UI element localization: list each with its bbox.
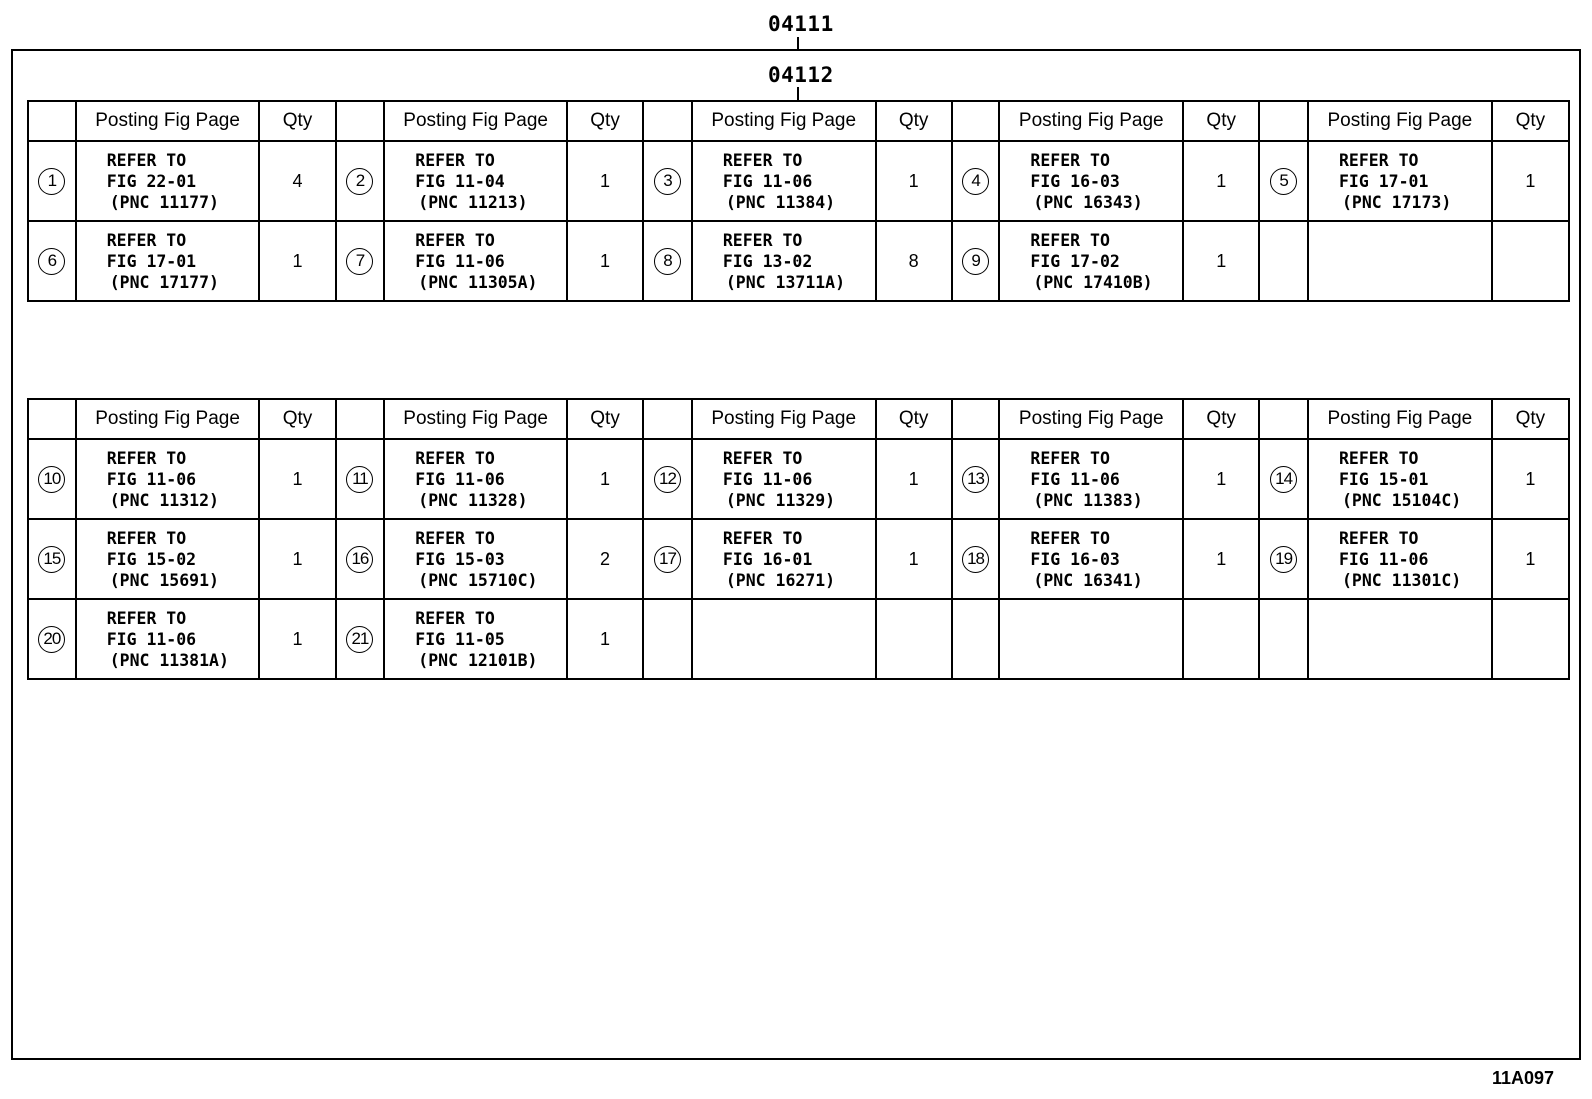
qty-value: 1 [259,439,335,519]
pnc-ref: (PNC 11328) [418,490,528,510]
qty-value: 1 [876,141,952,221]
reference-cell [999,141,1183,221]
figure-ref: FIG 11-06 [722,171,813,191]
callout-number: 2 [346,168,373,195]
qty-value: 1 [567,141,643,221]
callout-number: 16 [346,546,373,573]
table-row [28,519,1569,599]
figure-ref: FIG 11-06 [415,251,505,271]
qty-value: 1 [876,519,952,599]
pnc-ref: (PNC 11312) [109,490,219,510]
callout-cell [28,439,76,519]
refer-to-text: REFER TO [106,230,187,250]
callout-cell [1259,519,1308,599]
refer-to-text: REFER TO [106,150,187,170]
pnc-ref: (PNC 11177) [109,192,219,212]
figure-ref: FIG 17-01 [106,251,197,271]
figure-ref: FIG 11-06 [106,469,197,489]
figure-ref: FIG 11-05 [415,629,505,649]
callout-number: 11 [346,466,373,493]
pnc-ref: (PNC 11383) [1033,490,1143,510]
table-row [28,439,1569,519]
figure-ref: FIG 11-06 [106,629,197,649]
reference-cell [692,141,876,221]
header-blank [28,101,76,141]
callout-number: 4 [962,168,989,195]
qty-value: 1 [567,221,643,301]
qty-value: 2 [567,519,643,599]
callout-number: 7 [346,248,373,275]
pnc-ref: (PNC 12101B) [418,650,538,670]
callout-number: 5 [1270,168,1297,195]
pnc-ref: (PNC 16271) [725,570,836,590]
callout-cell [336,599,385,679]
figure-ref: FIG 15-02 [106,549,197,569]
pnc-ref: (PNC 11301C) [1341,570,1462,590]
reference-table-1 [27,100,1570,302]
pnc-ref: (PNC 16343) [1033,192,1143,212]
refer-to-text: REFER TO [415,230,495,250]
header-posting-fig-page: Posting Fig Page [76,399,260,439]
header-qty: Qty [1492,399,1569,439]
reference-cell [692,599,876,679]
refer-to-text: REFER TO [415,448,495,468]
header-posting-fig-page: Posting Fig Page [1308,101,1492,141]
qty-value: 1 [567,599,643,679]
callout-number: 19 [1270,546,1297,573]
pnc-ref: (PNC 11305A) [418,272,538,292]
qty-value: 1 [567,439,643,519]
header-blank [1259,101,1308,141]
header-qty: Qty [1183,399,1259,439]
callout-cell [336,221,385,301]
pnc-ref: (PNC 15710C) [418,570,538,590]
reference-cell [1308,519,1492,599]
callout-cell [952,141,1000,221]
reference-cell [384,599,567,679]
figure-ref: FIG 15-03 [415,549,505,569]
refer-to-text: REFER TO [1030,528,1110,548]
reference-cell [1308,439,1492,519]
pnc-ref: (PNC 11329) [725,490,836,510]
callout-number: 14 [1270,466,1297,493]
header-posting-fig-page: Posting Fig Page [384,399,567,439]
refer-to-text: REFER TO [1030,448,1110,468]
callout-number: 21 [346,626,373,653]
figure-ref: FIG 16-03 [1030,171,1120,191]
header-blank [952,101,1000,141]
figure-ref: FIG 16-03 [1030,549,1120,569]
reference-cell [76,439,260,519]
reference-cell [384,221,567,301]
header-qty: Qty [259,399,335,439]
qty-value: 4 [259,141,335,221]
header-posting-fig-page: Posting Fig Page [384,101,567,141]
header-posting-fig-page: Posting Fig Page [999,101,1183,141]
callout-cell [952,221,1000,301]
header-posting-fig-page: Posting Fig Page [692,101,876,141]
header-blank [643,101,692,141]
reference-cell [999,221,1183,301]
inner-assembly-label: 04112 [768,63,834,87]
callout-cell [336,439,385,519]
refer-to-text: REFER TO [415,150,495,170]
qty-value: 1 [259,599,335,679]
refer-to-text: REFER TO [1030,150,1110,170]
reference-cell [1308,141,1492,221]
callout-cell [28,141,76,221]
header-blank [1259,399,1308,439]
pnc-ref: (PNC 16341) [1033,570,1143,590]
callout-cell [643,439,692,519]
reference-cell [1308,599,1492,679]
header-blank [643,399,692,439]
refer-to-text: REFER TO [415,528,495,548]
figure-ref: FIG 11-06 [722,469,813,489]
qty-value: 1 [1183,519,1259,599]
table-row [28,599,1569,679]
figure-ref: FIG 13-02 [722,251,813,271]
reference-cell [384,439,567,519]
header-row [28,399,1569,439]
pnc-ref: (PNC 15691) [109,570,219,590]
pnc-ref: (PNC 17173) [1341,192,1452,212]
pnc-ref: (PNC 11384) [725,192,836,212]
qty-value: 1 [876,439,952,519]
callout-number: 18 [962,546,989,573]
reference-cell [76,519,260,599]
qty-value: 1 [1492,141,1569,221]
callout-number: 6 [38,248,65,275]
qty-cell [1492,221,1569,301]
qty-cell [876,599,952,679]
refer-to-text: REFER TO [106,608,187,628]
callout-cell [1259,439,1308,519]
table-row [28,221,1569,301]
pnc-ref: (PNC 11381A) [109,650,229,670]
header-qty: Qty [1492,101,1569,141]
pnc-ref: (PNC 11213) [418,192,528,212]
inner-leader-line [797,87,799,101]
callout-cell [643,519,692,599]
callout-number: 17 [654,546,681,573]
header-qty: Qty [259,101,335,141]
qty-value: 1 [1492,439,1569,519]
header-qty: Qty [876,399,952,439]
qty-value: 1 [1492,519,1569,599]
figure-ref: FIG 17-02 [1030,251,1120,271]
reference-cell [692,439,876,519]
qty-value: 1 [1183,141,1259,221]
header-posting-fig-page: Posting Fig Page [76,101,260,141]
callout-number: 1 [38,168,65,195]
illustration-code: 11A097 [1491,1068,1554,1088]
reference-table-2 [27,398,1570,680]
figure-ref: FIG 11-06 [1030,469,1120,489]
header-blank [336,101,385,141]
header-blank [336,399,385,439]
callout-cell [336,519,385,599]
figure-ref: FIG 11-06 [415,469,505,489]
callout-cell [1259,141,1308,221]
callout-cell [952,519,1000,599]
reference-cell [384,519,567,599]
outer-assembly-label: 04111 [768,12,834,36]
figure-ref: FIG 11-04 [415,171,505,191]
reference-cell [384,141,567,221]
figure-ref: FIG 17-01 [1338,171,1429,191]
callout-number: 8 [654,248,681,275]
header-posting-fig-page: Posting Fig Page [999,399,1183,439]
header-qty: Qty [567,399,643,439]
pnc-ref: (PNC 17410B) [1033,272,1153,292]
refer-to-text: REFER TO [722,528,803,548]
pnc-ref: (PNC 13711A) [725,272,846,292]
header-posting-fig-page: Posting Fig Page [1308,399,1492,439]
callout-cell [952,439,1000,519]
refer-to-text: REFER TO [106,528,187,548]
callout-number: 15 [38,546,65,573]
callout-cell [643,141,692,221]
reference-cell [692,519,876,599]
refer-to-text: REFER TO [415,608,495,628]
qty-value: 8 [876,221,952,301]
refer-to-text: REFER TO [722,150,803,170]
table-row [28,141,1569,221]
callout-number: 3 [654,168,681,195]
outer-leader-line [797,37,799,49]
refer-to-text: REFER TO [1338,448,1419,468]
callout-number: 12 [654,466,681,493]
refer-to-text: REFER TO [1030,230,1110,250]
figure-ref: FIG 22-01 [106,171,197,191]
figure-ref: FIG 15-01 [1338,469,1429,489]
pnc-ref: (PNC 15104C) [1341,490,1462,510]
qty-value: 1 [259,221,335,301]
pnc-ref: (PNC 17177) [109,272,219,292]
callout-number: 13 [962,466,989,493]
reference-cell [692,221,876,301]
reference-cell [1308,221,1492,301]
callout-cell [28,599,76,679]
callout-cell [336,141,385,221]
header-qty: Qty [876,101,952,141]
qty-value: 1 [259,519,335,599]
refer-to-text: REFER TO [1338,528,1419,548]
callout-number: 10 [38,466,65,493]
callout-cell [952,599,1000,679]
callout-number: 20 [38,626,65,653]
header-qty: Qty [567,101,643,141]
reference-cell [999,519,1183,599]
refer-to-text: REFER TO [106,448,187,468]
reference-cell [76,141,260,221]
callout-number: 9 [962,248,989,275]
header-row [28,101,1569,141]
reference-cell [999,599,1183,679]
reference-cell [76,599,260,679]
callout-cell [28,221,76,301]
qty-value: 1 [1183,439,1259,519]
refer-to-text: REFER TO [722,230,803,250]
qty-cell [1183,599,1259,679]
reference-cell [999,439,1183,519]
header-blank [952,399,1000,439]
callout-cell [1259,599,1308,679]
header-posting-fig-page: Posting Fig Page [692,399,876,439]
header-qty: Qty [1183,101,1259,141]
qty-value: 1 [1183,221,1259,301]
header-blank [28,399,76,439]
refer-to-text: REFER TO [722,448,803,468]
callout-cell [1259,221,1308,301]
refer-to-text: REFER TO [1338,150,1419,170]
callout-cell [28,519,76,599]
callout-cell [643,221,692,301]
reference-cell [76,221,260,301]
figure-ref: FIG 11-06 [1338,549,1429,569]
qty-cell [1492,599,1569,679]
callout-cell [643,599,692,679]
figure-ref: FIG 16-01 [722,549,813,569]
